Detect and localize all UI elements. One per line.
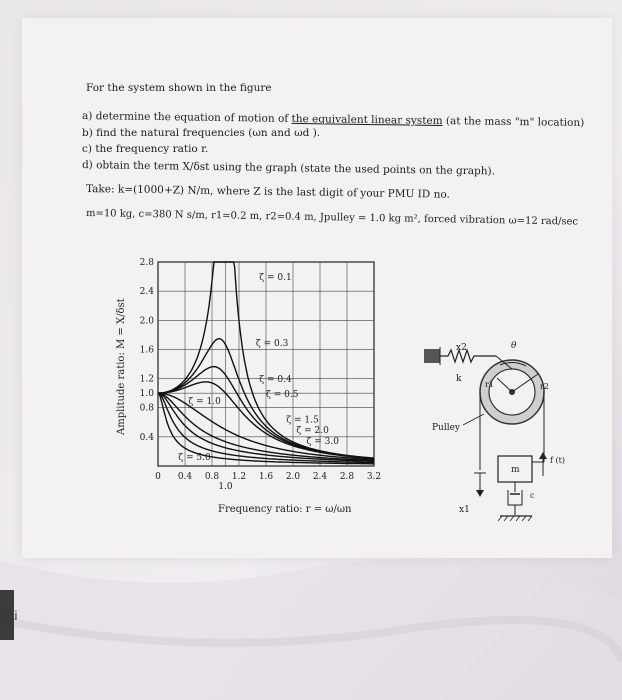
- curve-label: ζ = 2.0: [296, 426, 329, 437]
- x-tick-label: 2.4: [312, 472, 328, 482]
- x1-arrow-head: [476, 490, 484, 497]
- intro-text: For the system shown in the figure: [86, 82, 272, 94]
- y-tick-label: 0.8: [139, 403, 154, 414]
- label-r2: r2: [540, 382, 549, 391]
- x-tick-label: 0: [155, 472, 161, 482]
- pulley-pointer: [463, 414, 484, 425]
- y-tick-label: 2.8: [139, 258, 154, 268]
- x-tick-label: 0.8: [204, 472, 220, 482]
- ground-hatch: [498, 516, 532, 521]
- x-tick-label: 0.4: [177, 472, 193, 482]
- item-c: c) the frequency ratio r.: [82, 143, 209, 155]
- x-axis-label: Frequency ratio: r = ω/ωn: [218, 504, 352, 515]
- item-b: b) find the natural frequencies (ωn and ωd ).: [82, 127, 321, 139]
- params-line: m=10 kg, c=380 N s/m, r1=0.2 m, r2=0.4 m, Jpulley = 1.0 kg m², forced vibration ω=12 rad/sec: [85, 208, 579, 228]
- item-a: a) determine the equation of motion of the equivalent linear system (at the mass "m" location): [81, 110, 585, 130]
- item-d: d) obtain the term X/δst using the graph (state the used points on the graph).: [81, 159, 496, 178]
- y-tick-label: 1.2: [139, 374, 154, 385]
- label-c: c: [530, 491, 535, 500]
- curve-label: ζ = 0.3: [255, 338, 289, 349]
- label-pulley: Pulley: [432, 423, 461, 433]
- curve-label: ζ = 0.5: [266, 389, 299, 400]
- y-tick-label: 1.6: [139, 345, 154, 356]
- label-k: k: [456, 374, 462, 384]
- y-tick-label: 0.4: [139, 432, 154, 443]
- curve-label: ζ = 3.0: [306, 437, 339, 448]
- label-theta: θ: [511, 341, 517, 351]
- x-tick-label: 2.8: [339, 472, 355, 482]
- take-line: Take: k=(1000+Z) N/m, where Z is the last digit of your PMU ID no.: [85, 183, 450, 201]
- x-tick-label: 1.6: [258, 472, 274, 482]
- curve-label: ζ = 0.1: [259, 273, 292, 284]
- spring-k: [440, 350, 496, 362]
- wall-support: [424, 349, 440, 363]
- curve-label: ζ = 5.0: [178, 453, 211, 464]
- curve-label: ζ = 1.5: [286, 415, 319, 426]
- label-m: m: [511, 465, 520, 475]
- label-f: f (t): [550, 456, 565, 465]
- x-tick-label: 1.0: [218, 482, 233, 492]
- curve-label: ζ = 1.0: [188, 397, 221, 408]
- label-r1: r1: [485, 380, 494, 389]
- y-tick-label: 2.4: [139, 287, 154, 298]
- x-tick-label: 1.2: [231, 472, 247, 482]
- y-axis-label: Amplitude ratio: M = X/δst: [116, 298, 127, 435]
- label-x2: x2: [456, 343, 467, 353]
- curve-label: ζ = 0.4: [259, 375, 292, 386]
- x-tick-label: 3.2: [366, 472, 382, 482]
- y-tick-label: 2.0: [139, 316, 154, 327]
- side-label: hai: [0, 608, 18, 623]
- y-tick-label: 1.0: [139, 389, 154, 400]
- damper-cylinder: [508, 490, 522, 505]
- force-arrow-head: [539, 452, 547, 459]
- label-x1: x1: [459, 505, 470, 515]
- x-tick-label: 2.0: [285, 472, 301, 482]
